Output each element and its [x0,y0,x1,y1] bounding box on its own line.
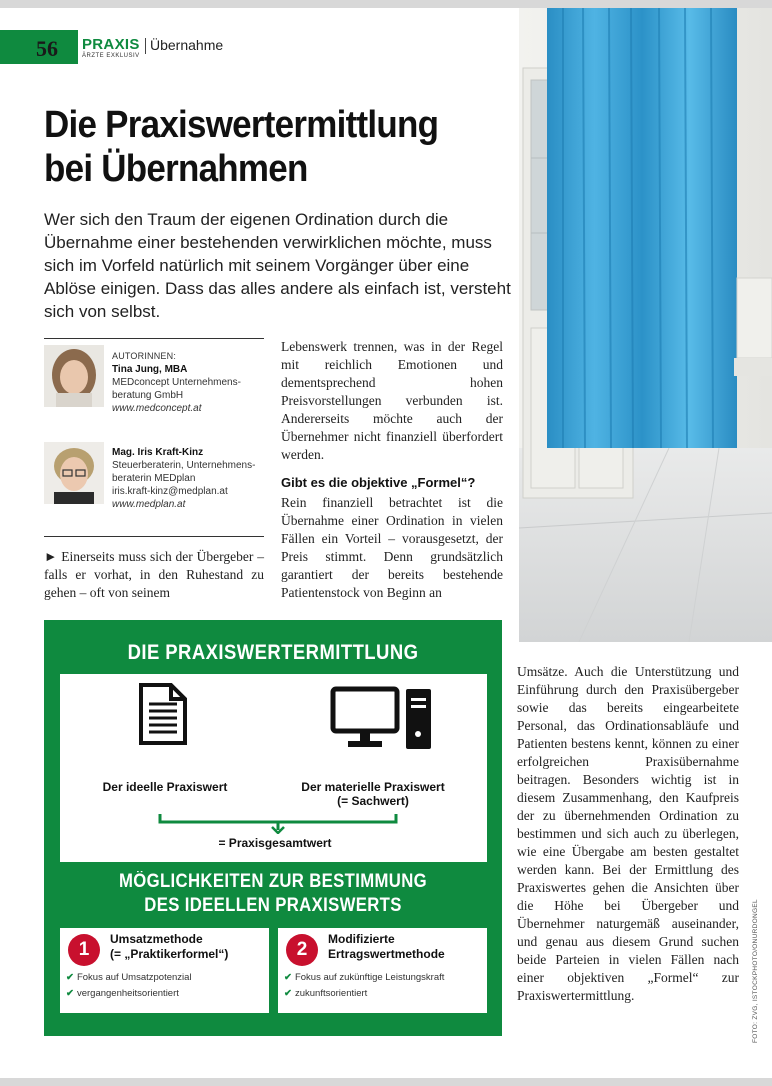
authors-label: AUTORINNEN: [112,351,177,361]
material-value-label-line-1: Der materielle Praxiswert [301,780,445,794]
author-2-org-line-2: beraterin MEDplan [112,473,196,484]
method-bullet [284,988,367,999]
magazine-page [0,8,772,1078]
infobox-diagram-panel [60,674,487,862]
method-bullet [66,972,192,983]
methods-heading-line-1: MÖGLICHKEITEN ZUR BESTIMMUNG [118,871,428,892]
material-value-label [288,780,458,808]
author-2-org-line-1: Steuerberaterin, Unternehmens- [112,460,256,471]
body-column-2-paragraph-2: Rein finanziell betrachtet ist die Übernahme einer Ordination in vielen Fällen ein Vorteil – vorausgesetzt, der Preis stimmt. Denn grundsätzlich garantiert der bereits bestehende Patientenstock von Beginn an [281,495,503,600]
method-title [328,932,445,962]
method-title-line-2: (= „Praktikerformel“) [110,947,229,961]
material-value-label-line-2: (= Sachwert) [337,794,409,808]
checkmark-icon: ✔ [66,988,74,999]
method-number-badge: 2 [286,934,318,966]
checkmark-icon: ✔ [284,972,292,983]
method-bullet-text: vergangenheitsorientiert [76,988,179,999]
praxiswert-infobox [44,620,502,1036]
body-column-2-paragraph-1: Lebenswerk trennen, was in der Regel mit reichlich Emotionen und dementsprechend hohen Preisvorstellungen verbunden ist. Andererseits möchte auch der Übernehmer nicht finanziell überfordert werden. [281,339,503,462]
method-title [110,932,228,962]
infobox-methods-heading [71,870,474,918]
method-bullet-text: Fokus auf zukünftige Leistungskraft [294,972,445,983]
author-1-name: Tina Jung, MBA [112,364,188,375]
section-label: Übernahme [150,37,224,53]
article-lead: Wer sich den Traum der eigenen Ordination durch die Übernahme einer bestehenden verwirklichen möchte, muss sich im Vorfeld natürlich mit seinem Vorgänger über eine Ablöse einigen. Dass das alles andere als einfach ist, versteht sich von selbst. [44,210,511,321]
sum-bracket [158,812,398,834]
ideal-value-label: Der ideelle Praxiswert [102,780,228,794]
document-icon [138,682,188,746]
method-bullet [284,972,444,983]
magazine-brand: PRAXIS [82,36,140,53]
page-number: 56 [36,36,58,61]
methods-heading-line-2: DES IDEELLEN PRAXISWERTS [144,895,402,916]
author-1-website[interactable]: www.medconcept.at [112,403,202,414]
author-2-email[interactable]: iris.kraft-kinz@medplan.at [112,486,228,497]
author-box-top-rule [44,338,264,339]
author-box-bottom-rule [44,536,264,537]
method-title-line-1: Modifizierte [328,932,395,946]
photo-credit: FOTO: ZVG, ISTOCKPHOTO/ONURDONGEL [752,899,759,1043]
method-title-line-1: Umsatzmethode [110,932,203,946]
method-title-line-2: Ertragswertmethode [328,947,445,961]
computer-icon [330,686,434,752]
author-info-2 [112,446,255,511]
title-line-1: Die Praxiswertermittlung [44,104,439,146]
body-column-2 [281,338,503,602]
checkmark-icon: ✔ [284,988,292,999]
method-number-badge: 1 [68,934,100,966]
method-card-umsatzmethode [60,928,269,1013]
header-separator [145,38,146,54]
magazine-brand-subtitle: ÄRZTE EXKLUSIV [82,53,140,59]
total-value-label: = Praxisgesamtwert [218,836,332,850]
title-line-2: bei Übernahmen [44,148,308,190]
method-bullet-text: Fokus auf Umsatzpotenzial [76,972,192,983]
author-1-org-line-1: MEDconcept Unternehmens- [112,377,241,388]
author-1-org-line-2: beratung GmbH [112,390,184,401]
author-2-name: Mag. Iris Kraft-Kinz [112,447,204,458]
body-subheading: Gibt es die objektive „Formel“? [281,475,476,490]
method-card-ertragswertmethode [278,928,487,1013]
method-bullet-text: zukunftsorientiert [294,988,368,999]
method-bullet [66,988,179,999]
author-2-website[interactable]: www.medplan.at [112,499,186,510]
article-title [44,103,476,191]
body-column-3: Umsätze. Auch die Unterstützung und Einführung durch den Praxisübergeber sowie das bereits eingearbeitete Personal, das Ordinationsabläufe und Patienten bestens kennt, können zu einer erfolgreichen Praxisübernahme beitragen. Besonders wichtig ist in diesem Zusammenhang, den Kaufpreis der zu übernehmenden Ordination zu bestimmen und sich auch zu überlegen, wie eine Übergabe am besten gestaltet werden kann. Bei der Ermittlung des Praxiswertes gehen die Ansichten über die Höhe bei Übergeber und Übernehmer naturgemäß auseinander, und genau aus diesem Grund suchen beide Parteien in vielen Fällen nach einer objektiven „Formel“ zur Praxiswertermittlung. [517,664,739,1003]
checkmark-icon: ✔ [66,972,74,983]
ordination-photo [519,8,772,642]
body-column-1: ► Einerseits muss sich der Übergeber – falls er vorhat, in den Ruhestand zu gehen – oft von seinem [44,549,264,600]
author-photo-tina-jung [44,345,104,407]
author-photo-iris-kraft-kinz [44,442,104,504]
infobox-heading: DIE PRAXISWERTERMITTLUNG [127,641,419,664]
author-info-1 [112,350,241,415]
